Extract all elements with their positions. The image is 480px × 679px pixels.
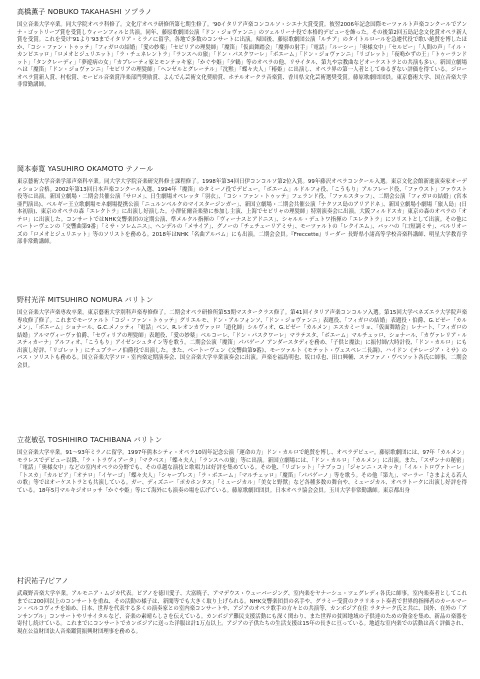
profile-murasawa [17, 577, 467, 636]
profile-takahashi [17, 8, 467, 90]
performer-name: 野村光洋 MITSUHIRO NOMURA バリトン [17, 296, 154, 304]
performer-name: 岡本泰寛 YASUHIRO OKAMOTO テノール [17, 165, 154, 173]
profile-tachibana [17, 436, 467, 495]
performer-name: 村沢祐子/ピアノ [17, 577, 69, 585]
performer-biography: 武蔵野音楽大学卒業。アルモニア・ムジカ代表。ピアノを徳川愛子、大富暁子、アマデウス・ウェーバージング、室内楽をヤナーシュ・ツェグレディ各氏に師事。室内楽奏者としてこれまでに200回以上のコンサートを重ね、その活動の様子は、新聞等でも大きく取り上げられる。NHK交響楽団員の名手や、グラミー受賞のクラリネット奏者で世界的指揮者のカールマーン・ベルコヴィチを始め、日本、世界を代表する多くの演奏家との室内楽コンサートや、アジアのオペラ歌手の方々との共演等、カンボジア在住 ラタナーク氏と共に、国外、在外の「アンサンブル」コンサートやリサイタルなど、音楽の素晴らしさを伝えている。カンボジア難民支援活動にも深く関わり、また世界の貧困地域の子供達のための資金を集め、新品の楽器を寄付し続けている。これまでにコンサートでカンボジアに送った洋服は計1万点以上。アジアの子供たちの生活支援は15年の長きに亘っている。地道な室内楽での活動は高く評価され、現在公益財団法人音楽鑑賞振興財団理事を務める。 [17, 591, 467, 635]
performer-name: 高橋薫子 NOBUKO TAKAHASHI ソプラノ [17, 8, 153, 16]
performer-biography: 東京藝術大学音楽学部声楽科卒業。同大学大学院音楽研究科修士課程修了。1998年第34回日伊コンコルソ第2位入賞。99年藤沢オペラコンクール入選。東京文化会館新進演奏家オーディション合格。2002年第13回日本声楽コンクール入選、1994年「魔笛」のタミーノ役でデビュー。「ボエーム」ルドルフォ役、「こうもり」アルフレード役、「ファウスト」ファウスト役等に出演。新国立劇場・二期会共催公演「サロメ」、日生劇場オペレッタ「羽衣」、「コシ・ファン・トゥッテ」フェランド役、「ファルスタッフ」、二期会公演「フィガロの結婚」(宮本亜門演出)、ベルギー王立歌劇場モネ劇場提携公演「ニュルンベルクのマイスタージンガー」、新国立劇場・二期会共催公演「ナクソス島のアリアドネ」、新国立劇場小劇場「旅人島」(日本初演)、東京のオペラの森「エレクトラ」に出演し好演した。小澤征爾音楽塾に参加し主演、上海でセビリャの理髪師」特別演奏会に出演。大阪フィルドスカ」東京の森のオペラの「オテロ」に出演した。コンサートではNHK交響楽団の定期公演、準メルクル指揮の「ヴィーナスとアドニス」、シャルル・デュトワ指揮の「エレクトラ」にソリストとして出演。その他に ベートーヴェンの「交響曲第9番」「ミサ・ソレムニス」、ヘンデルの「メサイア」、グノーの「チェチェーリアミサ」、モーツァルトの「レクイエム」、バッハの「口短調ミサ」、ベルリオーズの「ロメオとジュリエット」等のソリストを務める。2018年はNHK「名曲アルバム」にも出演。二期会会員。『Freccette』リーダー 長野県小諸高等学校音楽科講師、明星大学教育学部非常勤講師。 [17, 179, 467, 246]
performer-biography: 国立音楽大学卒業。同大学院オペラ科修了。文化庁オペラ研修所第七期生修了。'90イタリア声楽コンコルソ・シエナ大賞受賞。彼翌2006年記念国際モーツァルト声楽コンクールでアンナ・ゴットリーブ賞を受賞しウィーンフィルと共演。同年、藤原歌劇団公演「ドン・ジョヴァンニ」のツェルリーナ役で本格的デビューを飾った。その後第2回五島記念文化賞オペラ新人賞を受賞。これを受け'91より'93までイタリア・ミラノに留学。各地で多数のコンサートに出演。帰国後、藤原歌劇団公演「ルチア」のタイトルロールを急遽代役で歌い絶賛を博したほか、「コシ・ファン・トゥッテ」「フィガロの結婚」「愛の妙薬」「セビリアの理髪師」「魔笛」「仮面舞踏会」「魔弾の射手」「電話」「ルーシー」「奥様女中」「セルビー」「人間の声」「イル・カンピエッロ」「ロメオとジュリエット」「ラ・チェネレントラ」「ランスへの旅」「ドン・パスクワーレ」「ボエーム」「ドン・ジョヴァンニ」「リゴレット」「夜鳴かずの王」「トゥーランドット」「タンクレーディ」「夢遊病の女」「カプレーティ家とモンテッキ家」「かぐや姫」「夕鶴」等のオペラの他、リサイタル、第九や宗教曲などオーケストラとの共演も多い。新国立劇場へは「魔笛」「ドン・ジョヴァンニ」「セビリアの理髪師」「ヘンゼルとグレーテル」「沈黙」「蝶々夫人」「椿姫」に出演し、オペラ界の第一人者としてゆるぎない評価を得ている。ジローオペラ賞新人賞、村松賞、モービル音楽賞洋楽部門奨励賞、よんでん芸術文化奨励賞、ホテルオークラ音楽賞、香川県文化芸術選奨受賞。藤原歌劇団団員。東京藝術大学、国立音楽大学非常勤講師。 [17, 22, 467, 89]
performer-biography: 国立音楽大学声楽専攻卒業。東京藝術大学別科声楽専修修了。二期会オペラ研修所第53期マスタークラス修了。第41回イタリア声楽コンコルソ入選。第15回大学ベネズエラ大学院声楽専攻修了修了。これまでモーツァルト「コジ・ファン・トゥッテ」グリエルモ、ドン・アルフォンソ、「ドン・ジョヴァンニ」表題役、「フィガロの結婚」表題役・伯爵、G.ビゼー「カルメン」、「ボエーム」ショナール、G.C.メノッティ「電話」ベン、R.レオンカヴァッロ「道化師」シルヴィオ、G.ビゼー「カルメン」エスカミーリョ、「仮面舞踏会」レナート、「フィガロの結婚」アルマヴィーヴァ伯爵、「セヴィリアの理髪師」表題役、「愛の妙薬」ベルコーレ、「ドン・パスクワーレ」マラテスタ、「ボエーム」マルチェッロ、ショナール、「カヴァレリア・ルスティカーナ」アルフィオ、「こうもり」アイゼンシュタイン等を歌う。二期会公演「魔笛」パパゲーノ アンダースタディを務め、「子供と魔法」に振付師/大時計役、「ドン・カルロ」にも出演し好評、「リゴレット」にチェプラーノ伯爵役で出演した。また、ベートーヴェン《交響曲第9番》、モーツァルト《モテット・ヴェスペレ二長調》、ハイドン《テレージア・ミサ》のバス・ソリストも務める。国立音楽大学ソロ・室内楽定期演奏会、国立音楽大学卒業演奏会に出演。声楽を福島明也、坂口卓也、田口興輔、ステファノ・ヴぺソット各氏に師事。二期会会員。 [17, 310, 467, 369]
performer-name: 立花敏弘 TOSHIHIRO TACHIBANA バリトン [17, 436, 163, 444]
performer-biography: 国立音楽大学卒業。91〜93年ミラノに留学。1997年熊本シティ・オペラ10周年記念公演「運命の力」ドン・カルロで絶賛を博し、オペラデビュー。藤原歌劇団には、97年「カルメン」モラレスでデビュー以降、「ラ・トラヴィアータ」「マクベス」「蝶々夫人」「ランスへの旅」等に出演。新国立劇場には、「ドン・カルロ」「カルメン」に出演。また、「スザンナの秘密」「電話」「奥様女中」などの室内オペラの分野でも、その卓越な演技と歌唱力は好評を集めている。その他、「リゴレット」「ナブッコ」「ジャンニ・スキッキ」「イル・トロヴァトーレ」「トスカ」「カルビア」「オテロ」「イヤーゴ」「蝶々夫人」「シャープレス」「ラ・ボエーム」「マルチェッロ」「魔笛」「パパゲーノ」等を歌う。その他「第九」、マーラー「さまよえる若人の歌」等ではオーケストラとも共演している。ガー、ディズニー「ポカホンタス」「ミュージカル」「美女と野獣」など各種多数の舞台や、ミュージカル、オペラトークに出演し好評を得ている。18年5月マルキジオロッサ「かぐや姫」等にて海外にも演奏の場を広げている。藤原歌劇団団員。日本オペラ協会会員。玉川大学非常勤講師。東京都出身 [17, 450, 467, 494]
profile-nomura [17, 296, 467, 370]
profile-okamoto [17, 165, 467, 247]
